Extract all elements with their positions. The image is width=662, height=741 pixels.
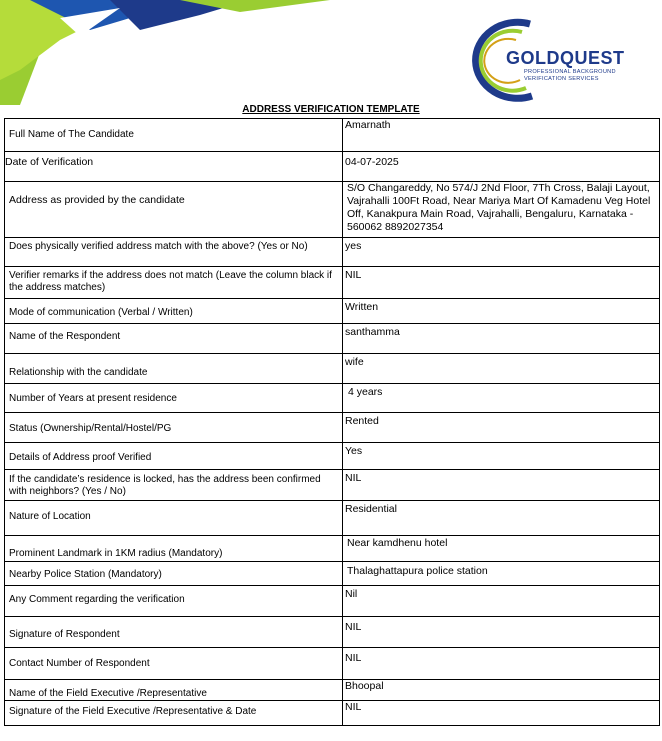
table-row [5,536,660,562]
table-row [5,680,660,701]
table-row [5,267,660,299]
table-row [5,470,660,501]
row-label: Verifier remarks if the address does not match (Leave the column black if the address matches) [9,270,332,293]
row-label: Address as provided by the candidate [9,194,185,206]
row-label: Name of the Respondent [9,331,121,342]
table-row [5,354,660,384]
row-value: Residential [345,503,397,515]
row-value: NIL [345,652,362,664]
row-value: NIL [345,269,362,281]
table-row [5,562,660,586]
row-label: Details of Address proof Verified [9,452,152,463]
row-label: Signature of Respondent [9,629,120,640]
table-row [5,617,660,648]
row-value: Yes [345,445,363,457]
row-value: NIL [345,472,362,484]
table-row [5,413,660,443]
table-row [5,586,660,617]
row-label: Mode of communication (Verbal / Written) [9,307,193,318]
row-value: 4 years [348,386,383,398]
row-value: Thalaghattapura police station [347,565,488,577]
table-row [5,299,660,324]
logo-tagline-1: PROFESSIONAL BACKGROUND [524,69,616,75]
row-label: Nature of Location [9,511,91,522]
verification-table [4,118,660,726]
goldquest-logo [470,18,640,102]
row-label: Full Name of The Candidate [9,129,134,140]
row-label: Name of the Field Executive /Representative [9,688,207,699]
row-value: Rented [345,415,379,427]
table-row [5,119,660,152]
logo-tagline-2: VERIFICATION SERVICES [524,76,599,82]
row-value: Bhoopal [345,680,384,692]
row-label: Does physically verified address match with the above? (Yes or No) [9,241,308,252]
row-value: S/O Changareddy, No 574/J 2Nd Floor, 7Th Cross, Balaji Layout, Vajrahalli 100Ft Road, Near Mariya Mart Of Kamadenu Veg Hotel Off, Kanakpura Main Road, Vajrahalli, Bengaluru, Karnataka - 560062 8892027354 [347,182,651,233]
row-value: NIL [345,621,362,633]
document-title: ADDRESS VERIFICATION TEMPLATE [242,104,420,115]
table-row [5,182,660,238]
table-row [5,443,660,470]
table-row [5,648,660,680]
row-value: Written [345,301,379,313]
row-label: Number of Years at present residence [9,393,177,404]
table-row [5,152,660,182]
row-label: Date of Verification [5,156,94,168]
row-value: wife [345,356,364,368]
row-label: Contact Number of Respondent [9,658,150,669]
table-row [5,384,660,413]
row-label: Any Comment regarding the verification [9,594,185,605]
logo-brand-text: GOLDQUEST [506,48,625,68]
table-row [5,238,660,267]
row-label: Prominent Landmark in 1KM radius (Mandatory) [9,548,223,559]
row-value: NIL [345,701,362,713]
table-row [5,501,660,536]
row-label: Relationship with the candidate [9,367,148,378]
header-banner-graphic [0,0,330,105]
row-value: Amarnath [345,119,391,131]
row-label: Nearby Police Station (Mandatory) [9,569,162,580]
row-value: santhamma [345,326,400,338]
row-value: yes [345,240,362,252]
row-value: Near kamdhenu hotel [347,537,448,549]
table-row [5,701,660,726]
table-row [5,324,660,354]
row-label: Signature of the Field Executive /Representative & Date [9,706,257,717]
row-label: If the candidate’s residence is locked, has the address been confirmed with neighbors? (Yes / No) [9,474,321,497]
row-label: Status (Ownership/Rental/Hostel/PG [9,423,172,434]
row-value: Nil [345,588,358,600]
row-value: 04-07-2025 [345,156,399,168]
